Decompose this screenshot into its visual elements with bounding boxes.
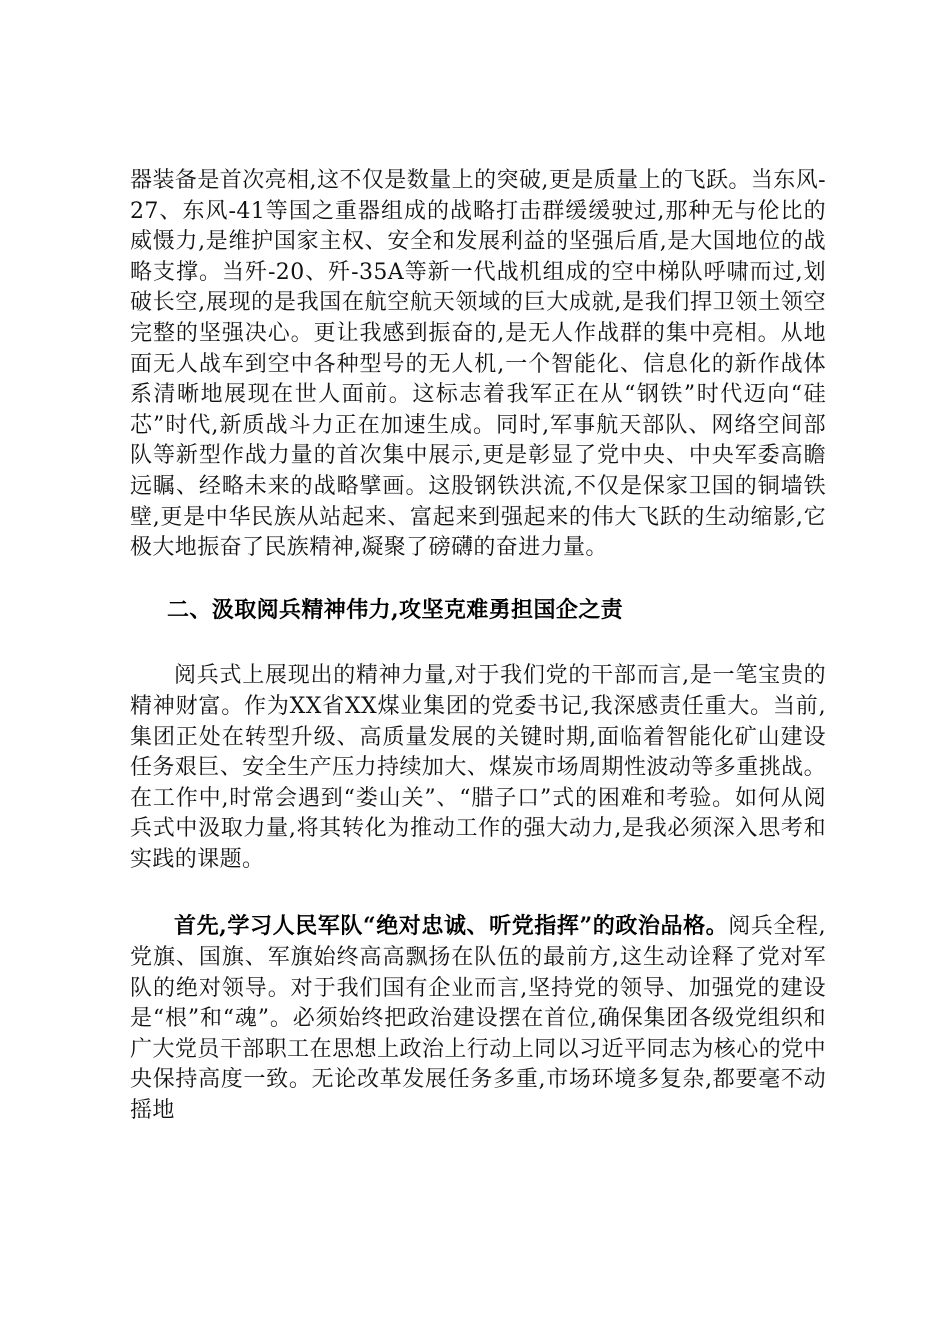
body-paragraph-soe-responsibility: 阅兵式上展现出的精神力量,对于我们党的干部而言,是一笔宝贵的精神财富。作为XX省XX煤业集团的党委书记,我深感责任重大。当前,集团正处在转型升级、高质量发展的关键时期,面临着智能化矿山建设任务艰巨、安全生产压力持续加大、煤炭市场周期性波动等多重挑战。在工作中,时常会遇到“娄山关”、“腊子口”式的困难和考验。如何从阅兵式中汲取力量,将其转化为推动工作的强大动力,是我必须深入思考和实践的课题。: [130, 663, 826, 872]
body-paragraph-political-loyalty: [130, 911, 826, 1126]
paragraph-lead-sentence: 首先,学习人民军队“绝对忠诚、听党指挥”的政治品格。: [174, 913, 729, 940]
body-paragraph-parade-equipment: 器装备是首次亮相,这不仅是数量上的突破,更是质量上的飞跃。当东风-27、东风-41等国之重器组成的战略打击群缓缓驶过,那种无与伦比的威慑力,是维护国家主权、安全和发展利益的坚强后盾,是大国地位的战略支撑。当歼-20、歼-35A等新一代战机组成的空中梯队呼啸而过,划破长空,展现的是我国在航空航天领域的巨大成就,是我们捍卫领土领空完整的坚强决心。更让我感到振奋的,是无人作战群的集中亮相。从地面无人战车到空中各种型号的无人机,一个智能化、信息化的新作战体系清晰地展现在世人面前。这标志着我军正在从“钢铁”时代迈向“硅芯”时代,新质战斗力正在加速生成。同时,军事航天部队、网络空间部队等新型作战力量的首次集中展示,更是彰显了党中央、中央军委高瞻远瞩、经略未来的战略擘画。这股钢铁洪流,不仅是保家卫国的铜墙铁壁,更是中华民族从站起来、富起来到强起来的伟大飞跃的生动缩影,它极大地振奋了民族精神,凝聚了磅礴的奋进力量。: [130, 168, 826, 561]
document-body: [130, 166, 826, 1127]
section-heading: 二、汲取阅兵精神伟力,攻坚克难勇担国企之责: [167, 596, 624, 623]
paragraph-body-text: 阅兵全程,党旗、国旗、军旗始终高高飘扬在队伍的最前方,这生动诠释了党对军队的绝对领导。对于我们国有企业而言,坚持党的领导、加强党的建设是“根”和“魂”。必须始终把政治建设摆在首位,确保集团各级党组织和广大党员干部职工在思想上政治上行动上同以习近平同志为核心的党中央保持高度一致。无论改革发展任务多重,市场环境多复杂,都要毫不动摇地: [130, 914, 826, 1124]
